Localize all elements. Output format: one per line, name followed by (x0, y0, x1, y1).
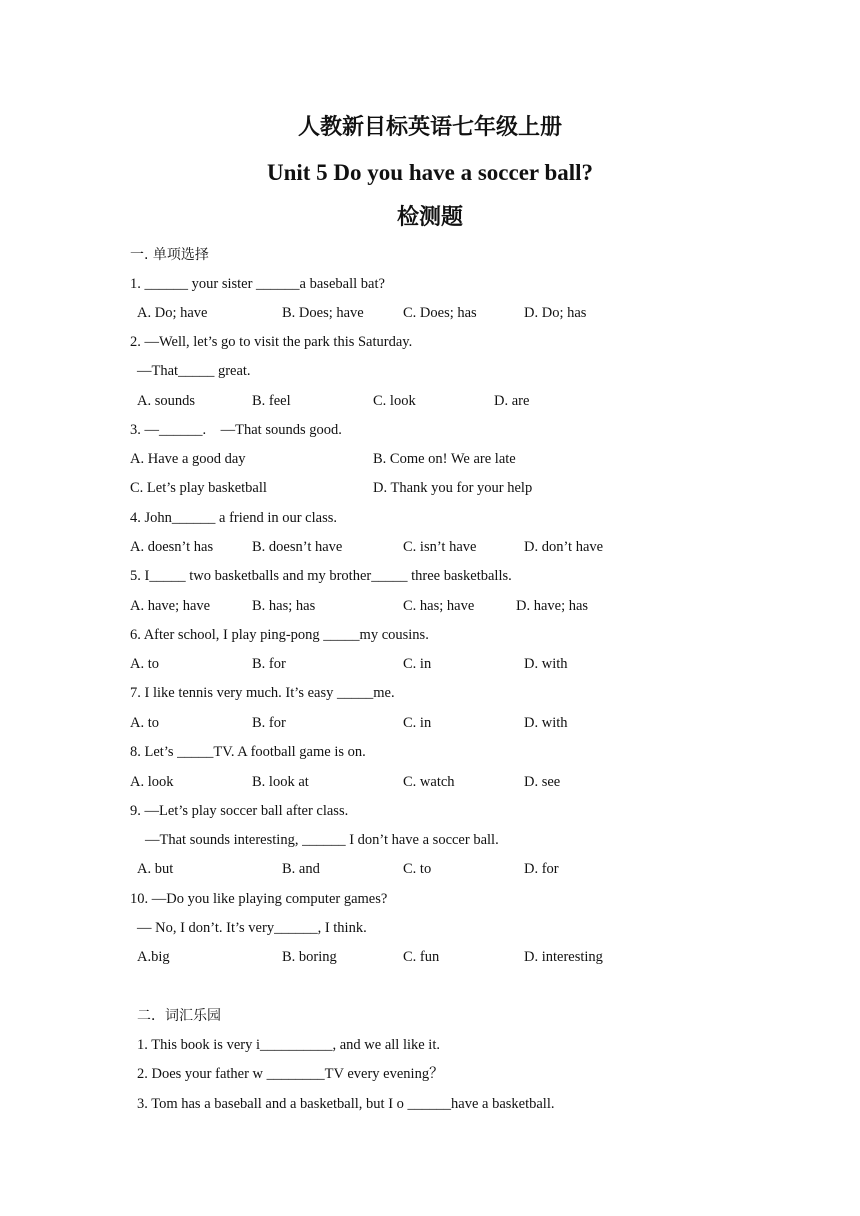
option-b: B. boring (282, 949, 337, 965)
question-stem: 3. —______. —That sounds good. (130, 422, 342, 438)
option-a: A. Do; have (137, 305, 208, 321)
option-c: C. has; have (403, 598, 475, 614)
option-c: C. watch (403, 774, 455, 790)
option-b: B. for (252, 715, 286, 731)
option-d: D. with (524, 656, 568, 672)
option-c: C. isn’t have (403, 539, 477, 555)
option-a: A. doesn’t has (130, 539, 214, 555)
option-b: B. feel (252, 393, 291, 409)
option-a: A. Have a good day (130, 451, 246, 467)
option-a: A. to (130, 715, 159, 731)
page-subtitle: 检测题 (396, 205, 463, 230)
option-d: D. don’t have (524, 539, 604, 555)
option-b: B. for (252, 656, 286, 672)
question-stem-line: —That sounds interesting, ______ I don’t have a soccer ball. (145, 832, 499, 848)
option-d: D. see (524, 774, 561, 790)
question-stem: 9. —Let’s play soccer ball after class. (130, 803, 349, 819)
option-a: A. look (130, 774, 174, 790)
option-b: B. Does; have (282, 305, 364, 321)
option-c: C. Does; has (403, 305, 477, 321)
option-c: C. fun (403, 949, 440, 965)
option-c: C. look (373, 393, 416, 409)
vocab-item: 2. Does your father w ________TV every evening？ (137, 1066, 444, 1082)
vocab-item: 3. Tom has a baseball and a basketball, but I o ______have a basketball. (137, 1096, 555, 1112)
option-d: D. with (524, 715, 568, 731)
option-a: A. to (130, 656, 159, 672)
question-stem: 6. After school, I play ping-pong _____my cousins. (130, 627, 429, 643)
question-stem-line: —That_____ great. (137, 363, 251, 379)
question-stem: 8. Let’s _____TV. A football game is on. (130, 744, 366, 760)
option-d: D. have; has (516, 598, 589, 614)
option-b: B. Come on! We are late (373, 451, 516, 467)
option-d: D. are (494, 393, 530, 409)
option-a: A. have; have (130, 598, 211, 614)
option-c: C. Let’s play basketball (130, 480, 267, 496)
option-b: B. and (282, 861, 320, 877)
section-heading: 一. 单项选择 (130, 247, 209, 263)
option-b: B. doesn’t have (252, 539, 343, 555)
question-stem: 4. John______ a friend in our class. (130, 510, 337, 526)
option-a: A.big (137, 949, 170, 965)
vocab-item: 1. This book is very i__________, and we all like it. (137, 1037, 440, 1053)
question-stem: 10. —Do you like playing computer games? (130, 891, 388, 907)
section-heading: 二．词汇乐园 (137, 1008, 221, 1024)
option-c: C. to (403, 861, 432, 877)
unit-title: Unit 5 Do you have a soccer ball? (266, 160, 594, 185)
option-c: C. in (403, 715, 432, 731)
option-c: C. in (403, 656, 432, 672)
option-b: B. look at (252, 774, 309, 790)
question-stem: 1. ______ your sister ______a baseball bat? (130, 276, 385, 292)
page-title: 人教新目标英语七年级上册 (297, 115, 562, 140)
question-stem-line: — No, I don’t. It’s very______, I think. (137, 920, 367, 936)
option-a: A. sounds (137, 393, 196, 409)
option-d: D. Thank you for your help (373, 480, 533, 496)
option-d: D. for (524, 861, 559, 877)
option-d: D. interesting (524, 949, 603, 965)
question-stem: 5. I_____ two basketballs and my brother_____ three basketballs. (130, 568, 512, 584)
option-d: D. Do; has (524, 305, 587, 321)
question-stem: 7. I like tennis very much. It’s easy _____me. (130, 685, 395, 701)
question-stem: 2. —Well, let’s go to visit the park this Saturday. (130, 334, 413, 350)
option-b: B. has; has (252, 598, 316, 614)
option-a: A. but (137, 861, 174, 877)
